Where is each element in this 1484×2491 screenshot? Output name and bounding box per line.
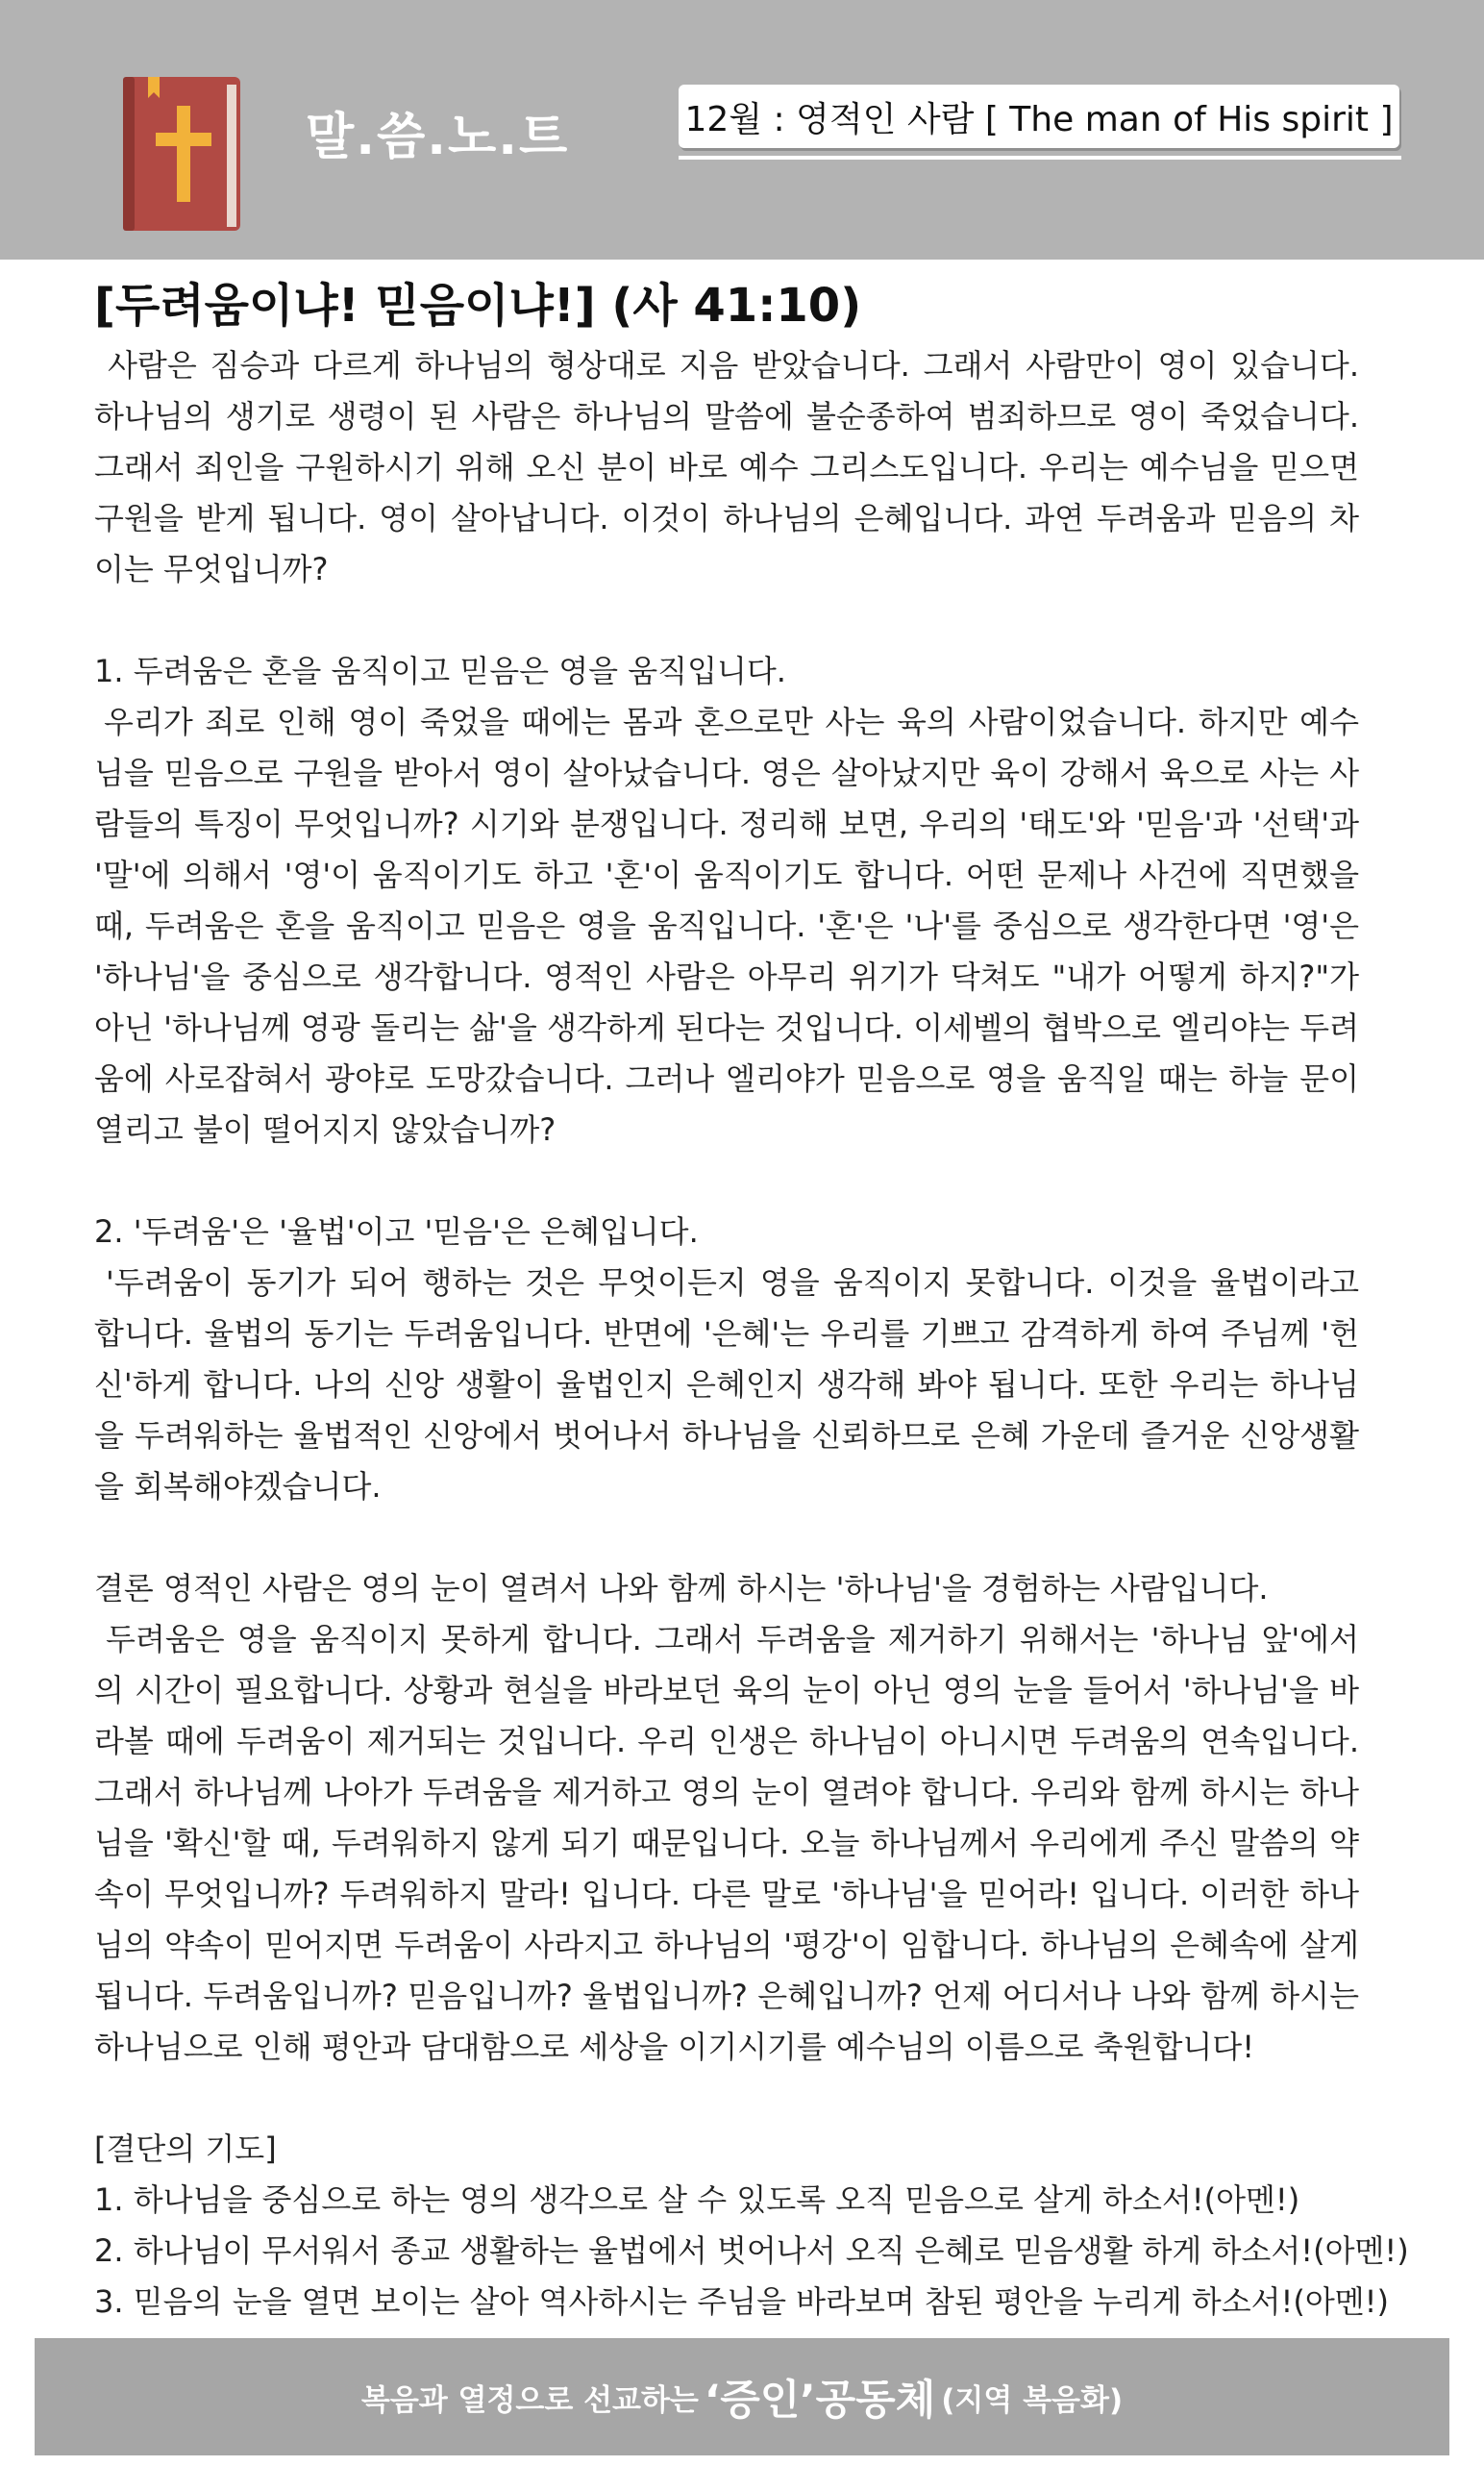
prayer-item: 1. 하나님을 중심으로 하는 영의 생각으로 살 수 있도록 오직 믿음으로 살게 하소서!(아멘!) — [94, 2181, 1300, 2218]
sermon-content — [94, 271, 1409, 2328]
series-title: 12월 : 영적인 사람 [ The man of His spirit ] — [679, 85, 1399, 148]
point2-heading: 2. '두려움'은 '율법'이고 '믿음'은 은혜입니다. — [94, 1213, 699, 1250]
prayer-heading: [결단의 기도] — [94, 2130, 277, 2167]
conclusion-heading: 결론 영적인 사람은 영의 눈이 열려서 나와 함께 하시는 '하나님'을 경험하는 사람입니다. — [94, 1570, 1269, 1607]
bible-book-icon — [123, 77, 240, 231]
point2-body: '두려움이 동기가 되어 행하는 것은 무엇이든지 영을 움직이지 못합니다. 이것을 율법이라고 합니다. 율법의 동기는 두려움입니다. 반면에 '은혜'는 우리를 기쁘고 감격하게 하여 주님께 '헌신'하게 합니다. 나의 신앙 생활이 율법인지 은혜인지 생각해 봐야 됩니다. 또한 우리는 하나님을 두려워하는 율법적인 신앙에서 벗어나서 하나님을 신뢰하므로 은혜 가운데 즐거운 신앙생활을 회복해야겠습니다. — [94, 1264, 1359, 1505]
series-underline — [679, 156, 1401, 160]
footer-prefix: 복음과 열정으로 선교하는 — [360, 2382, 699, 2418]
prayer-item: 3. 믿음의 눈을 열면 보이는 살아 역사하시는 주님을 바라보며 참된 평안을 누리게 하소서!(아멘!) — [94, 2283, 1389, 2320]
brand-label: 말.씀.노.트 — [306, 109, 570, 166]
prayer-item: 2. 하나님이 무서워서 종교 생활하는 율법에서 벗어나서 오직 은혜로 믿음생활 하게 하소서!(아멘!) — [94, 2232, 1409, 2269]
sermon-title: [두려움이냐! 믿음이냐!] (사 41:10) — [94, 279, 862, 333]
footer-suffix: (지역 복음화) — [941, 2382, 1124, 2418]
point1-body: 우리가 죄로 인해 영이 죽었을 때에는 몸과 혼으로만 사는 육의 사람이었습니다. 하지만 예수님을 믿음으로 구원을 받아서 영이 살아났습니다. 영은 살아났지만 육이 강해서 육으로 사는 사람들의 특징이 무엇입니까? 시기와 분쟁입니다. 정리해 보면, 우리의 '태도'와 '믿음'과 '선택'과 '말'에 의해서 '영'이 움직이기도 하고 '혼'이 움직이기도 합니다. 어떤 문제나 사건에 직면했을 때, 두려움은 혼을 움직이고 믿음은 영을 움직입니다. '혼'은 '나'를 중심으로 생각한다면 '영'은 '하나님'을 중심으로 생각합니다. 영적인 사람은 아무리 위기가 닥쳐도 "내가 어떻게 하지?"가 아닌 '하나님께 영광 돌리는 삶'을 생각하게 된다는 것입니다. 이세벨의 협박으로 엘리야는 두려움에 사로잡혀서 광야로 도망갔습니다. 그러나 엘리야가 믿음으로 영을 움직일 때는 하늘 문이 열리고 불이 떨어지지 않았습니까? — [94, 704, 1359, 1148]
footer-community-name: ‘증인’공동체 — [704, 2376, 936, 2425]
conclusion-body: 두려움은 영을 움직이지 못하게 합니다. 그래서 두려움을 제거하기 위해서는 '하나님 앞'에서의 시간이 필요합니다. 상황과 현실을 바라보던 육의 눈이 아닌 영의 눈을 들어서 '하나님'을 바라볼 때에 두려움이 제거되는 것입니다. 우리 인생은 하나님이 아니시면 두려움의 연속입니다. 그래서 하나님께 나아가 두려움을 제거하고 영의 눈이 열려야 합니다. 우리와 함께 하시는 하나님을 '확신'할 때, 두려워하지 않게 되기 때문입니다. 오늘 하나님께서 우리에게 주신 말씀의 약속이 무엇입니까? 두려워하지 말라! 입니다. 다른 말로 '하나님'을 믿어라! 입니다. 이러한 하나님의 약속이 믿어지면 두려움이 사라지고 하나님의 '평강'이 임합니다. 하나님의 은혜속에 살게 됩니다. 두려움입니까? 믿음입니까? 율법입니까? 은혜입니까? 언제 어디서나 나와 함께 하시는 하나님으로 인해 평안과 담대함으로 세상을 이기시기를 예수님의 이름으로 축원합니다! — [94, 1621, 1359, 2065]
header-banner — [0, 0, 1484, 260]
intro-paragraph: 사람은 짐승과 다르게 하나님의 형상대로 지음 받았습니다. 그래서 사람만이 영이 있습니다. 하나님의 생기로 생령이 된 사람은 하나님의 말씀에 불순종하여 범죄하므로 영이 죽었습니다. 그래서 죄인을 구원하시기 위해 오신 분이 바로 예수 그리스도입니다. 우리는 예수님을 믿으면 구원을 받게 됩니다. 영이 살아납니다. 이것이 하나님의 은혜입니다. 과연 두려움과 믿음의 차이는 무엇입니까? — [94, 347, 1359, 587]
point1-heading: 1. 두려움은 혼을 움직이고 믿음은 영을 움직입니다. — [94, 653, 786, 689]
footer-banner — [35, 2338, 1449, 2455]
